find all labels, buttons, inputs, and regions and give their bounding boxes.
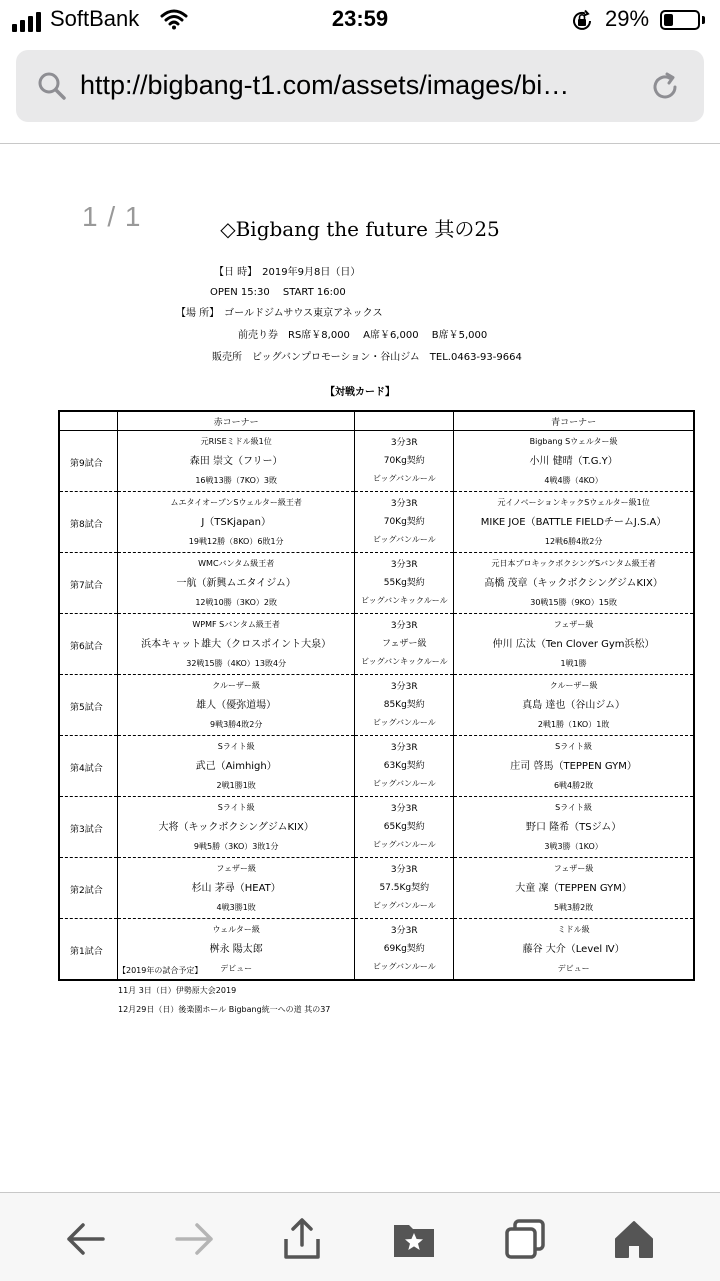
red-corner-cell bbox=[117, 614, 354, 675]
tabs-icon[interactable] bbox=[501, 1215, 549, 1263]
blue-corner-cell bbox=[454, 614, 694, 675]
weight-class: 63Kg契約 bbox=[383, 761, 425, 771]
pdf-document[interactable] bbox=[0, 145, 720, 1195]
round-format: 3分3R bbox=[390, 865, 418, 875]
ticket-seller: 販売所 ビッグバンプロモーション・谷山ジム TEL.0463-93-9664 bbox=[212, 352, 522, 363]
red-corner-cell bbox=[117, 675, 354, 736]
weight-class: 70Kg契約 bbox=[383, 456, 425, 466]
battery-cap bbox=[702, 16, 705, 24]
bout-number: 第5試合 bbox=[59, 675, 117, 736]
name-line: 小川 健晴（T.G.Y） bbox=[529, 455, 618, 467]
bout-number: 第1試合 bbox=[59, 919, 117, 981]
battery-level-fill bbox=[664, 14, 673, 26]
rules-cell bbox=[355, 675, 454, 736]
title-line: WPMF Sバンタム級王者 bbox=[192, 619, 280, 629]
event-venue: 【場 所】 ゴールドジムサウス東京アネックス bbox=[176, 308, 383, 319]
rule-set: ビッグバンルール bbox=[372, 474, 436, 483]
record-line: 2戦1勝（1KO）1敗 bbox=[537, 719, 610, 729]
name-line: 森田 崇文（フリー） bbox=[189, 455, 283, 467]
record-line: 30戦15勝（9KO）15敗 bbox=[530, 597, 617, 607]
schedule-heading: 【2019年の試合予定】 bbox=[118, 966, 203, 975]
record-line: 9戦3勝4敗2分 bbox=[209, 719, 263, 729]
orientation-lock-icon bbox=[570, 9, 594, 37]
title-line: フェザー級 bbox=[553, 863, 594, 873]
red-corner-cell bbox=[117, 858, 354, 919]
rule-set: ビッグバンルール bbox=[372, 962, 436, 971]
table-row bbox=[59, 431, 694, 492]
round-format: 3分3R bbox=[390, 804, 418, 814]
home-icon[interactable] bbox=[610, 1215, 658, 1263]
record-line: 9戦5勝（3KO）3敗1分 bbox=[193, 841, 279, 851]
rules-cell bbox=[355, 736, 454, 797]
name-line: 雄人（優弥道場） bbox=[196, 699, 277, 711]
blue-corner-cell bbox=[454, 553, 694, 614]
title-line: クルーザー級 bbox=[212, 680, 261, 690]
table-row bbox=[59, 797, 694, 858]
title-line: フェザー級 bbox=[216, 863, 256, 873]
record-line: 2戦1勝1敗 bbox=[216, 780, 256, 790]
title-line: ムエタイオープンSウェルター級王者 bbox=[170, 497, 302, 507]
record-line: 4戦3勝1敗 bbox=[216, 902, 256, 912]
red-corner-cell bbox=[117, 736, 354, 797]
weight-class: 57.5Kg契約 bbox=[379, 883, 430, 893]
bookmarks-icon[interactable] bbox=[390, 1215, 438, 1263]
record-line: 6戦4勝2敗 bbox=[553, 780, 594, 790]
record-line: デビュー bbox=[557, 963, 590, 973]
rule-set: ビッグバンルール bbox=[372, 718, 436, 727]
search-icon bbox=[36, 70, 68, 106]
record-line: 5戦3勝2敗 bbox=[553, 902, 594, 912]
rules-cell bbox=[355, 553, 454, 614]
battery-percentage: 29% bbox=[605, 6, 650, 31]
round-format: 3分3R bbox=[390, 743, 418, 753]
rules-cell bbox=[355, 797, 454, 858]
bout-number: 第3試合 bbox=[59, 797, 117, 858]
battery-icon bbox=[660, 10, 700, 30]
table-row bbox=[59, 614, 694, 675]
back-icon[interactable] bbox=[61, 1215, 109, 1263]
title-line: ウェルター級 bbox=[212, 924, 260, 934]
name-line: J（TSKjapan） bbox=[201, 516, 272, 528]
table-header-row bbox=[59, 411, 694, 431]
name-line: 大童 凜（TEPPEN GYM） bbox=[515, 882, 632, 894]
url-text[interactable]: http://bigbang-t1.com/assets/images/bi… bbox=[80, 70, 570, 100]
name-line: 藤谷 大介（Level Ⅳ） bbox=[522, 943, 625, 955]
record-line: 16戦13勝（7KO）3敗 bbox=[195, 475, 277, 485]
ticket-prices: 前売り券 RS席￥8,000 A席￥6,000 B席￥5,000 bbox=[238, 330, 488, 341]
record-line: 19戦12勝（8KO）6敗1分 bbox=[188, 536, 284, 546]
reload-icon[interactable] bbox=[648, 70, 682, 108]
header-divider bbox=[0, 143, 720, 144]
forward-icon[interactable] bbox=[171, 1215, 219, 1263]
round-format: 3分3R bbox=[390, 438, 418, 448]
title-line: WMCバンタム級王者 bbox=[198, 558, 275, 568]
rule-set: ビッグバンキックルール bbox=[360, 596, 448, 605]
red-corner-cell bbox=[117, 553, 354, 614]
title-line: クルーザー級 bbox=[549, 680, 598, 690]
record-line: 32戦15勝（4KO）13敗4分 bbox=[186, 658, 287, 668]
record-line: デビュー bbox=[220, 963, 253, 973]
name-line: 庄司 啓馬（TEPPEN GYM） bbox=[510, 760, 637, 772]
bout-number: 第6試合 bbox=[59, 614, 117, 675]
record-line: 12戦6勝4敗2分 bbox=[544, 536, 603, 546]
rule-set: ビッグバンキックルール bbox=[360, 657, 448, 666]
title-line: Bigbang Sウェルター級 bbox=[529, 436, 618, 446]
blue-corner-cell bbox=[454, 675, 694, 736]
title-line: ミドル級 bbox=[557, 924, 590, 934]
header-rules bbox=[355, 411, 454, 431]
rule-set: ビッグバンルール bbox=[372, 901, 436, 910]
bottom-toolbar bbox=[0, 1192, 720, 1281]
blue-corner-cell bbox=[454, 431, 694, 492]
table-row bbox=[59, 675, 694, 736]
title-line: Sライト級 bbox=[555, 802, 593, 812]
bout-number: 第9試合 bbox=[59, 431, 117, 492]
name-line: 武己（Aimhigh） bbox=[195, 760, 277, 772]
record-line: 1戦1勝 bbox=[560, 658, 587, 668]
red-corner-cell bbox=[117, 797, 354, 858]
schedule-item: 12月29日（日）後楽園ホール Bigbang統一への道 其の37 bbox=[118, 1005, 331, 1014]
title-line: フェザー級 bbox=[553, 619, 594, 629]
status-bar bbox=[0, 0, 720, 40]
document-title: ◇Bigbang the future 其の25 bbox=[220, 217, 500, 241]
table-row bbox=[59, 553, 694, 614]
bout-number: 第8試合 bbox=[59, 492, 117, 553]
name-line: 杉山 茅尋（HEAT） bbox=[191, 882, 281, 894]
title-line: 元イノベーションキックSウェルター級1位 bbox=[497, 497, 650, 507]
schedule-item: 11月 3日（日）伊勢原大会2019 bbox=[118, 986, 237, 995]
name-line: 大将（キックボクシングジムKIX） bbox=[158, 821, 314, 833]
round-format: 3分3R bbox=[390, 926, 418, 936]
rules-cell bbox=[355, 858, 454, 919]
name-line: 真島 達也（谷山ジム） bbox=[522, 699, 625, 711]
name-line: MIKE JOE（BATTLE FIELDチームJ.S.A） bbox=[480, 516, 667, 528]
header-bout bbox=[59, 411, 117, 431]
record-line: 4戦4勝（4KO） bbox=[544, 475, 603, 485]
name-line: 桝永 陽太郎 bbox=[209, 943, 263, 955]
name-line: 高橋 茂章（キックボクシングジムKIX） bbox=[484, 577, 663, 589]
blue-corner-cell bbox=[454, 736, 694, 797]
rule-set: ビッグバンルール bbox=[372, 779, 436, 788]
table-row bbox=[59, 492, 694, 553]
record-line: 3戦3勝（1KO） bbox=[544, 841, 603, 851]
weight-class: 65Kg契約 bbox=[383, 822, 425, 832]
event-time: OPEN 15:30 START 16:00 bbox=[210, 287, 346, 298]
record-line: 12戦10勝（3KO）2敗 bbox=[195, 597, 277, 607]
table-row bbox=[59, 736, 694, 797]
weight-class: 69Kg契約 bbox=[383, 944, 425, 954]
rules-cell bbox=[355, 614, 454, 675]
title-line: Sライト級 bbox=[217, 741, 255, 751]
name-line: 仲川 広汰（Ten Clover Gym浜松） bbox=[492, 638, 655, 650]
rules-cell bbox=[355, 492, 454, 553]
page-counter: 1 / 1 bbox=[82, 201, 142, 232]
title-line: Sライト級 bbox=[217, 802, 255, 812]
title-line: 元日本プロキックボクシングSバンタム級王者 bbox=[491, 558, 656, 568]
name-line: 一航（新興ムエタイジム） bbox=[176, 577, 296, 589]
header-blue-corner: 青コーナー bbox=[454, 411, 694, 431]
header-red-corner: 赤コーナー bbox=[117, 411, 354, 431]
bout-number: 第7試合 bbox=[59, 553, 117, 614]
rules-cell bbox=[355, 919, 454, 981]
address-bar[interactable] bbox=[16, 50, 704, 122]
title-line: Sライト級 bbox=[555, 741, 593, 751]
bout-number: 第4試合 bbox=[59, 736, 117, 797]
red-corner-cell bbox=[117, 492, 354, 553]
rules-cell bbox=[355, 431, 454, 492]
round-format: 3分3R bbox=[390, 499, 418, 509]
round-format: 3分3R bbox=[390, 560, 418, 570]
rule-set: ビッグバンルール bbox=[372, 535, 436, 544]
rule-set: ビッグバンルール bbox=[372, 840, 436, 849]
name-line: 野口 隆希（TSジム） bbox=[525, 821, 622, 833]
round-format: 3分3R bbox=[390, 621, 418, 631]
table-row bbox=[59, 858, 694, 919]
event-date: 【日 時】 2019年9月8日（日） bbox=[214, 267, 361, 278]
carrier-label: SoftBank bbox=[50, 6, 140, 31]
fight-card-table bbox=[58, 410, 695, 981]
blue-corner-cell bbox=[454, 797, 694, 858]
blue-corner-cell bbox=[454, 492, 694, 553]
weight-class: 70Kg契約 bbox=[383, 517, 425, 527]
name-line: 浜本キャット雄大（クロスポイント大泉） bbox=[141, 638, 332, 650]
blue-corner-cell bbox=[454, 919, 694, 981]
round-format: 3分3R bbox=[390, 682, 418, 692]
weight-class: 85Kg契約 bbox=[383, 700, 425, 710]
weight-class: 55Kg契約 bbox=[383, 578, 425, 588]
blue-corner-cell bbox=[454, 858, 694, 919]
fight-card-label: 【対戦カード】 bbox=[325, 387, 395, 398]
weight-class: フェザー級 bbox=[382, 639, 427, 649]
share-icon[interactable] bbox=[278, 1215, 326, 1263]
red-corner-cell bbox=[117, 431, 354, 492]
bout-number: 第2試合 bbox=[59, 858, 117, 919]
title-line: 元RISEミドル級1位 bbox=[200, 436, 272, 446]
clock: 23:59 bbox=[331, 6, 389, 31]
